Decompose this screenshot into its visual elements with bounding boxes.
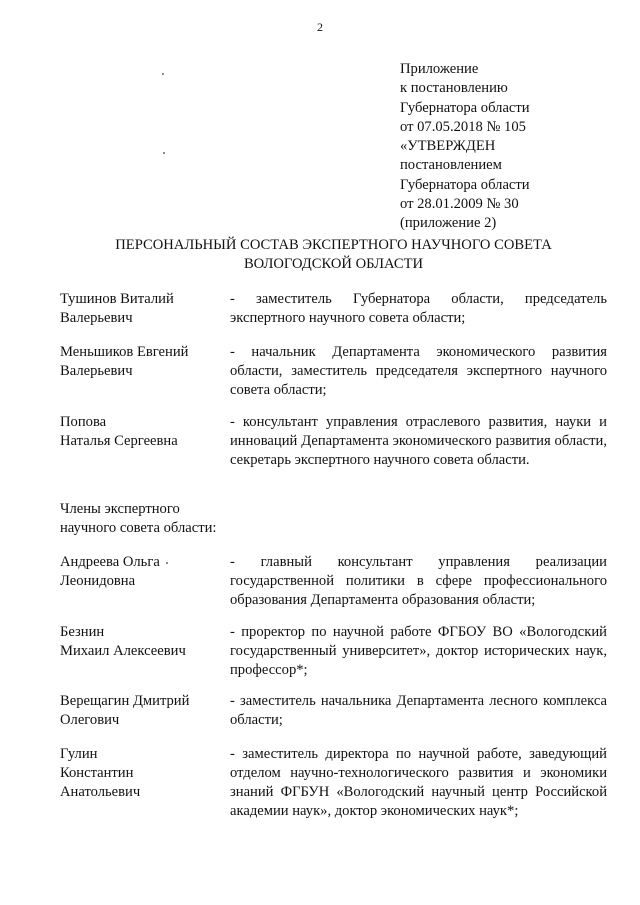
title-line: ВОЛОГОДСКОЙ ОБЛАСТИ (243, 256, 424, 272)
member-role: - консультант управления отраслевого развития, науки и инноваций Департамента экономического развития области, секретарь экспертного научного совета области. (230, 414, 607, 468)
member-name: Тушинов Виталий Валерьевич (60, 291, 174, 326)
appendix-line: от 28.01.2009 № 30 (400, 196, 519, 213)
scan-speck (163, 152, 165, 154)
member-name: Меньшиков Евгений Валерьевич (60, 344, 189, 379)
member-name: Гулин Константин Анатольевич (60, 746, 141, 800)
scan-speck (166, 562, 168, 564)
appendix-line: Приложение (400, 61, 479, 77)
appendix-line: Губернатора области (400, 99, 530, 116)
member-name: Безнин Михаил Алексеевич (60, 624, 186, 659)
appendix-line: «УТВЕРЖДЕН (400, 138, 496, 155)
appendix-line: Губернатора области (400, 176, 530, 193)
member-role: - заместитель начальника Департамента лесного комплекса области; (230, 693, 607, 728)
appendix-reference (400, 60, 620, 234)
scan-speck (162, 73, 164, 75)
member-role: - заместитель директора по научной работе, заведующий отделом научно-технологического развития и экономики знаний ФГБУН «Вологодский научный центр Российской академии наук», доктор экономических наук*; (230, 746, 607, 819)
appendix-line: к постановлению (400, 80, 508, 97)
member-role: - начальник Департамента экономического развития области, заместитель председателя экспертного научного совета области; (230, 344, 607, 398)
member-role: - проректор по научной работе ФГБОУ ВО «Вологодский государственный университет», доктор исторических наук, профессор*; (230, 624, 607, 678)
member-role: - заместитель Губернатора области, председатель экспертного научного совета области; (230, 291, 607, 326)
member-role: - главный консультант управления реализации государственной политики в сфере профессионального образования Департамента образования области; (230, 554, 607, 608)
page-number: 2 (317, 20, 323, 34)
appendix-line: (приложение 2) (400, 215, 497, 232)
title-line: ПЕРСОНАЛЬНЫЙ СОСТАВ ЭКСПЕРТНОГО НАУЧНОГО СОВЕТА (115, 237, 552, 253)
member-name: Верещагин Дмитрий Олегович (60, 693, 190, 728)
appendix-line: постановлением (400, 157, 502, 174)
member-name: Андреева Ольга Леонидовна (60, 554, 160, 589)
member-name: Попова Наталья Сергеевна (60, 414, 178, 449)
document-title (60, 236, 607, 274)
appendix-line: от 07.05.2018 № 105 (400, 118, 526, 135)
members-section-label: Члены экспертного научного совета области: (60, 501, 217, 536)
